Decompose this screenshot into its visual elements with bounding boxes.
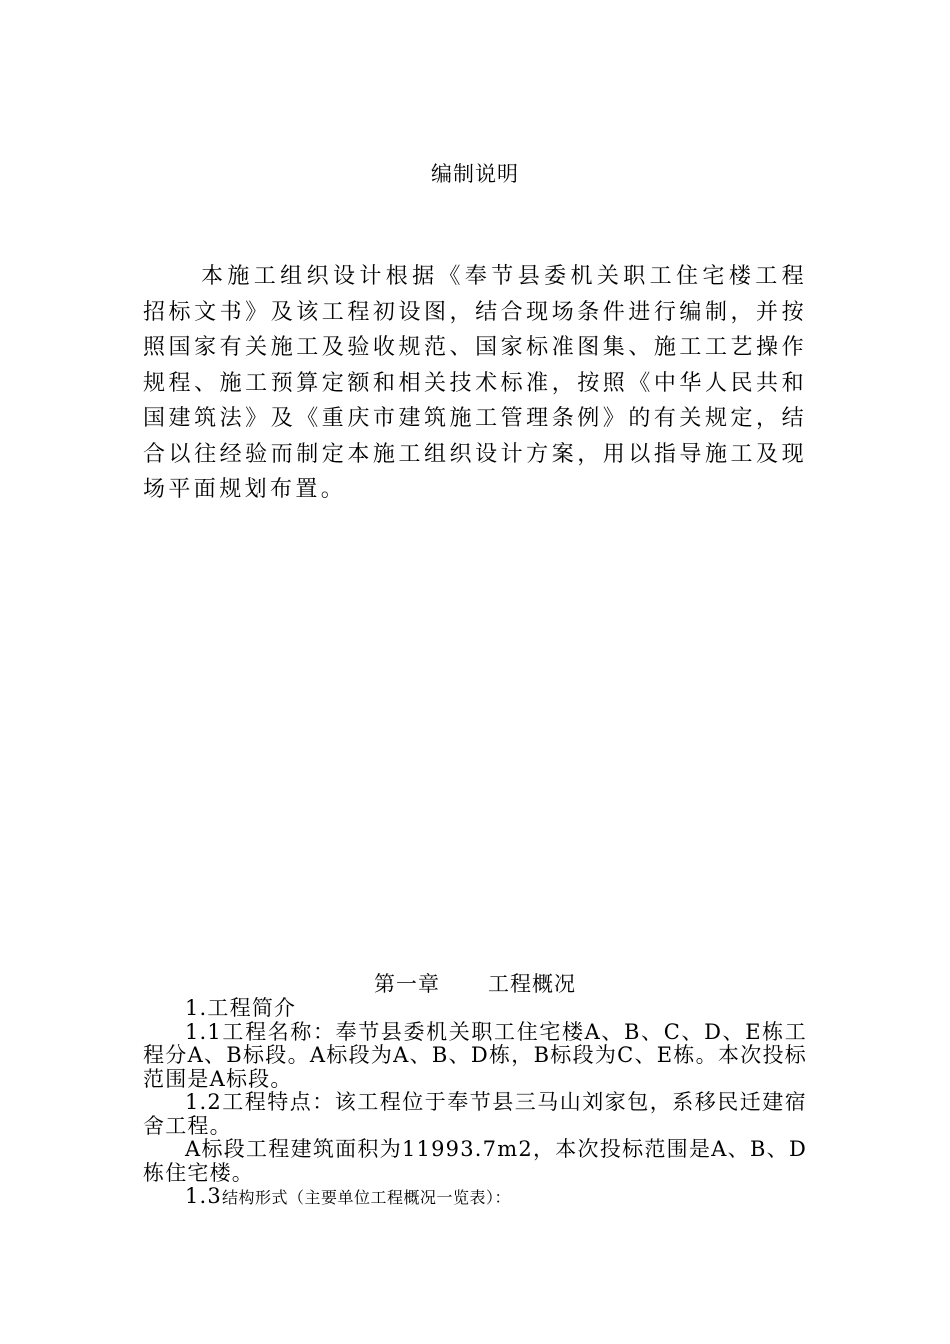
chapter-heading	[0, 968, 950, 998]
section-1-3	[143, 1185, 807, 1209]
building-area-paragraph: A标段工程建筑面积为11993.7m2，本次投标范围是A、B、D栋住宅楼。	[143, 1137, 807, 1185]
section-1-3-number: 1.3	[185, 1184, 222, 1208]
section-1-2: 1.2工程特点：该工程位于奉节县三马山刘家包，系移民迁建宿舍工程。	[143, 1090, 807, 1138]
chapter-body	[143, 997, 807, 1209]
section-1-1: 1.1工程名称：奉节县委机关职工住宅楼A、B、C、D、E栋工程分A、B标段。A标段为A、B、D栋，B标段为C、E栋。本次投标范围是A标段。	[143, 1019, 807, 1091]
section-1-3-text: 结构形式（主要单位工程概况一览表）：	[222, 1188, 512, 1207]
chapter-number: 第一章	[374, 972, 440, 996]
section-1-heading: 1.工程简介	[185, 996, 297, 1020]
preface-body: 本施工组织设计根据《奉节县委机关职工住宅楼工程招标文书》及该工程初设图，结合现场条件进行编制，并按照国家有关施工及验收规范、国家标准图集、施工工艺操作规程、施工预算定额和相关技术标准，按照《中华人民共和国建筑法》及《重庆市建筑施工管理条例》的有关规定，结合以往经验而制定本施工组织设计方案，用以指导施工及现场平面规划布置。	[143, 264, 807, 502]
preface-title: 编制说明	[431, 162, 519, 186]
chapter-title: 工程概况	[488, 972, 576, 996]
